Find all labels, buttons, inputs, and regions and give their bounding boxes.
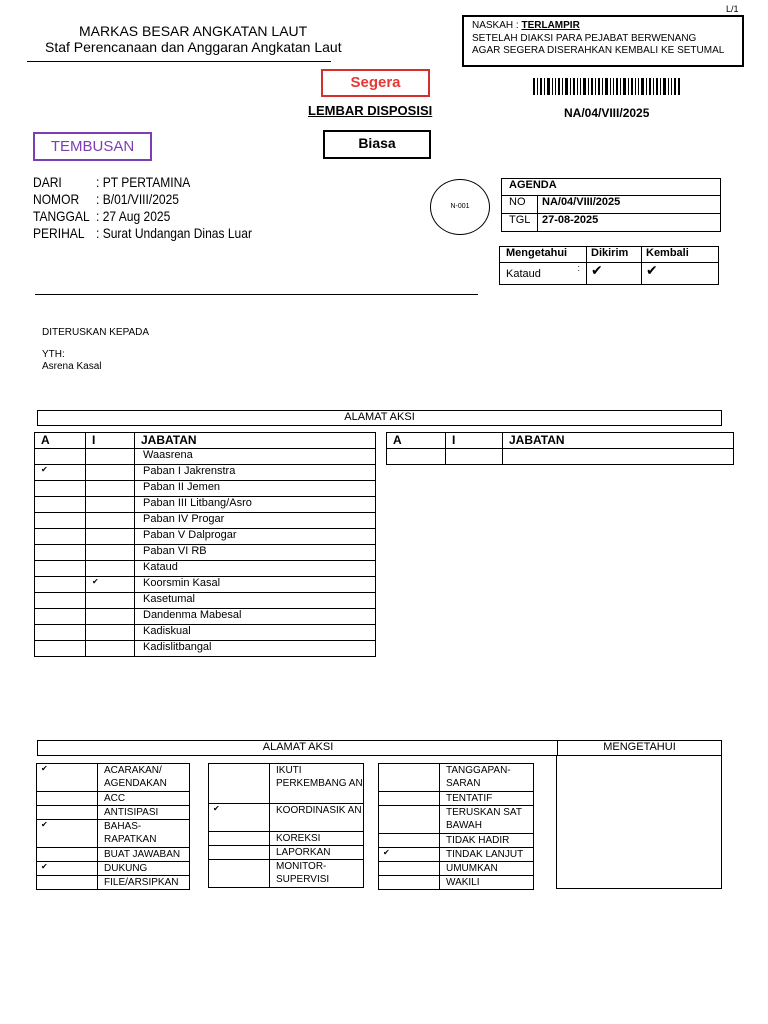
aksi-option-check: ✔ [37, 862, 98, 876]
status-table [499, 246, 719, 285]
jabatan-header-jabatan: JABATAN [135, 433, 376, 449]
page-ref: L/1 [726, 4, 739, 14]
aksi-option-check [379, 792, 440, 806]
jabatan-a-cell [35, 609, 86, 625]
jabatan-table-left [34, 432, 376, 657]
jabatan-name: Paban I Jakrenstra [135, 465, 376, 481]
forward-yth: YTH: [42, 349, 65, 360]
status-kembali-check: ✔ [642, 263, 719, 285]
mengetahui-area [556, 755, 722, 889]
aksi-option-label: KOORDINASIK AN [270, 804, 364, 832]
aksi-option-check: ✔ [209, 804, 270, 832]
aksi-option-row [37, 806, 190, 820]
jabatan-row [35, 513, 376, 529]
jabatan-a-cell [35, 593, 86, 609]
aksi-option-check [37, 848, 98, 862]
jabatan-i-cell [86, 641, 135, 657]
alamat-aksi-1-title-label: ALAMAT AKSI [344, 411, 415, 423]
aksi-option-row [209, 846, 364, 860]
forward-label: DITERUSKAN KEPADA [42, 327, 150, 338]
jabatan-right-header-i: I [446, 433, 503, 449]
jabatan-right-cell [446, 449, 503, 465]
jabatan-i-cell [86, 593, 135, 609]
field-nomor-value: : B/01/VIII/2025 [96, 191, 180, 207]
agenda-tgl-label: TGL [502, 214, 538, 232]
notice-box [462, 15, 744, 67]
aksi-option-check: ✔ [37, 764, 98, 792]
tembusan-label: TEMBUSAN [50, 138, 135, 155]
status-row-colon: : [577, 263, 580, 273]
jabatan-right-header-jabatan: JABATAN [503, 433, 734, 449]
jabatan-row [35, 449, 376, 465]
jabatan-i-cell [86, 449, 135, 465]
aksi-option-label: IKUTI PERKEMBANG AN [270, 764, 364, 804]
aksi-option-check [379, 806, 440, 834]
jabatan-right-header-a: A [387, 433, 446, 449]
aksi-option-label: TERUSKAN SAT BAWAH [440, 806, 534, 834]
field-tanggal-value: : 27 Aug 2025 [96, 208, 171, 224]
aksi-option-label: KOREKSI [270, 832, 364, 846]
alamat-aksi-2-header [37, 740, 722, 756]
doc-number: NA/04/VIII/2025 [564, 106, 650, 120]
field-dari-label: DARI [33, 174, 62, 190]
jabatan-name: Dandenma Mabesal [135, 609, 376, 625]
jabatan-a-cell [35, 497, 86, 513]
aksi-option-label: BAHAS-RAPATKAN [98, 820, 190, 848]
aksi-option-row [37, 792, 190, 806]
jabatan-right-cell [503, 449, 734, 465]
jabatan-a-cell [35, 449, 86, 465]
agenda-table [501, 178, 721, 232]
status-row [500, 263, 587, 285]
header-line1: MARKAS BESAR ANGKATAN LAUT [79, 23, 308, 39]
jabatan-i-cell [86, 625, 135, 641]
jabatan-i-cell [86, 497, 135, 513]
jabatan-row [35, 465, 376, 481]
aksi-option-label: DUKUNG [98, 862, 190, 876]
aksi-option-row [209, 764, 364, 804]
agenda-title: AGENDA [502, 179, 721, 196]
jabatan-name: Waasrena [135, 449, 376, 465]
jabatan-i-cell [86, 561, 135, 577]
jabatan-a-cell: ✔ [35, 465, 86, 481]
field-perihal-value: : Surat Undangan Dinas Luar [96, 225, 252, 241]
aksi-option-row [37, 820, 190, 848]
status-row-label: Kataud [506, 268, 541, 280]
field-dari-value: : PT PERTAMINA [96, 174, 191, 190]
jabatan-i-cell [86, 513, 135, 529]
notice-line2: SETELAH DIAKSI PARA PEJABAT BERWENANG [472, 33, 697, 44]
aksi-option-row [37, 848, 190, 862]
agenda-no-label: NO [502, 196, 538, 214]
aksi-option-check [379, 876, 440, 890]
aksi-option-row [37, 862, 190, 876]
classification-label: Biasa [358, 135, 396, 151]
jabatan-header-a: A [35, 433, 86, 449]
jabatan-row [35, 545, 376, 561]
aksi-option-check [209, 860, 270, 888]
aksi-option-row [379, 876, 534, 890]
aksi-option-label: ACC [98, 792, 190, 806]
header-underline [27, 61, 331, 62]
agenda-no-value: NA/04/VIII/2025 [538, 196, 721, 214]
aksi-option-label: TANGGAPAN-SARAN [440, 764, 534, 792]
aksi-col-2 [208, 763, 364, 888]
jabatan-i-cell [86, 481, 135, 497]
forward-recipient: Asrena Kasal [42, 361, 102, 372]
aksi-option-row [379, 806, 534, 834]
aksi-option-check [37, 876, 98, 890]
jabatan-name: Paban VI RB [135, 545, 376, 561]
jabatan-name: Paban V Dalprogar [135, 529, 376, 545]
aksi-option-row [379, 834, 534, 848]
jabatan-row [35, 625, 376, 641]
status-header-mengetahui: Mengetahui [500, 247, 587, 263]
tembusan-box [33, 132, 152, 161]
jabatan-name: Kadiskual [135, 625, 376, 641]
field-tanggal-label: TANGGAL [33, 208, 90, 224]
aksi-option-row [379, 862, 534, 876]
jabatan-row [35, 577, 376, 593]
aksi-option-label: TENTATIF [440, 792, 534, 806]
aksi-option-row [209, 832, 364, 846]
aksi-option-check [379, 764, 440, 792]
jabatan-a-cell [35, 577, 86, 593]
aksi-option-label: BUAT JAWABAN [98, 848, 190, 862]
aksi-option-check [209, 846, 270, 860]
aksi-option-check: ✔ [379, 848, 440, 862]
jabatan-right-cell [387, 449, 446, 465]
header-line2: Staf Perencanaan dan Anggaran Angkatan Laut [45, 39, 342, 55]
status-dikirim-check: ✔ [587, 263, 642, 285]
jabatan-table-right [386, 432, 734, 465]
aksi-option-check [209, 832, 270, 846]
aksi-option-label: ACARAKAN/ AGENDAKAN [98, 764, 190, 792]
status-header-kembali: Kembali [642, 247, 719, 263]
jabatan-header-i: I [86, 433, 135, 449]
jabatan-name: Koorsmin Kasal [135, 577, 376, 593]
aksi-option-check [37, 806, 98, 820]
jabatan-name: Paban II Jemen [135, 481, 376, 497]
aksi-option-label: LAPORKAN [270, 846, 364, 860]
jabatan-name: Kasetumal [135, 593, 376, 609]
aksi-option-row [379, 792, 534, 806]
alamat-aksi-1-title [37, 410, 722, 426]
stamp-circle [430, 179, 490, 235]
section-divider [35, 294, 478, 295]
jabatan-a-cell [35, 513, 86, 529]
naskah-label: NASKAH : [472, 20, 519, 31]
jabatan-i-cell [86, 545, 135, 561]
jabatan-name: Kadislitbangal [135, 641, 376, 657]
aksi-option-check: ✔ [37, 820, 98, 848]
agenda-tgl-value: 27-08-2025 [538, 214, 721, 232]
aksi-option-label: UMUMKAN [440, 862, 534, 876]
jabatan-a-cell [35, 561, 86, 577]
aksi-option-label: WAKILI [440, 876, 534, 890]
jabatan-i-cell [86, 609, 135, 625]
jabatan-row [35, 609, 376, 625]
aksi-option-row [37, 876, 190, 890]
jabatan-a-cell [35, 529, 86, 545]
alamat-aksi-2-title: ALAMAT AKSI [262, 741, 334, 753]
aksi-option-check [209, 764, 270, 804]
naskah-value: TERLAMPIR [521, 20, 580, 31]
barcode [533, 78, 681, 95]
aksi-option-label: ANTISIPASI [98, 806, 190, 820]
jabatan-a-cell [35, 625, 86, 641]
doc-title: LEMBAR DISPOSISI [308, 103, 433, 118]
status-header-dikirim: Dikirim [587, 247, 642, 263]
aksi-option-check [379, 862, 440, 876]
jabatan-a-cell [35, 641, 86, 657]
jabatan-i-cell: ✔ [86, 577, 135, 593]
jabatan-row [35, 561, 376, 577]
jabatan-i-cell [86, 465, 135, 481]
mengetahui-title: MENGETAHUI [603, 741, 676, 753]
field-perihal-label: PERIHAL [33, 225, 85, 241]
aksi-option-row [379, 764, 534, 792]
aksi-option-row [37, 764, 190, 792]
aksi-col-1 [36, 763, 190, 890]
jabatan-row [35, 497, 376, 513]
urgency-label: Segera [350, 74, 401, 91]
stamp-label: N-001 [450, 203, 470, 210]
classification-box [323, 130, 431, 159]
jabatan-row [35, 529, 376, 545]
field-nomor-label: NOMOR [33, 191, 80, 207]
aksi-col-3 [378, 763, 534, 890]
jabatan-name: Kataud [135, 561, 376, 577]
jabatan-row [35, 593, 376, 609]
jabatan-name: Paban IV Progar [135, 513, 376, 529]
aksi-option-label: FILE/ARSIPKAN [98, 876, 190, 890]
aksi-option-row [209, 804, 364, 832]
aksi-option-label: TINDAK LANJUT [440, 848, 534, 862]
jabatan-row [35, 641, 376, 657]
jabatan-name: Paban III Litbang/Asro [135, 497, 376, 513]
jabatan-i-cell [86, 529, 135, 545]
urgency-box [321, 69, 430, 97]
aksi-option-check [379, 834, 440, 848]
jabatan-row [35, 481, 376, 497]
aksi-option-label: MONITOR-SUPERVISI [270, 860, 364, 888]
jabatan-a-cell [35, 481, 86, 497]
aksi-option-row [209, 860, 364, 888]
jabatan-a-cell [35, 545, 86, 561]
notice-line3: AGAR SEGERA DISERAHKAN KEMBALI KE SETUMAL [472, 45, 725, 56]
aksi-option-row [379, 848, 534, 862]
aksi-option-label: TIDAK HADIR [440, 834, 534, 848]
aksi-option-check [37, 792, 98, 806]
